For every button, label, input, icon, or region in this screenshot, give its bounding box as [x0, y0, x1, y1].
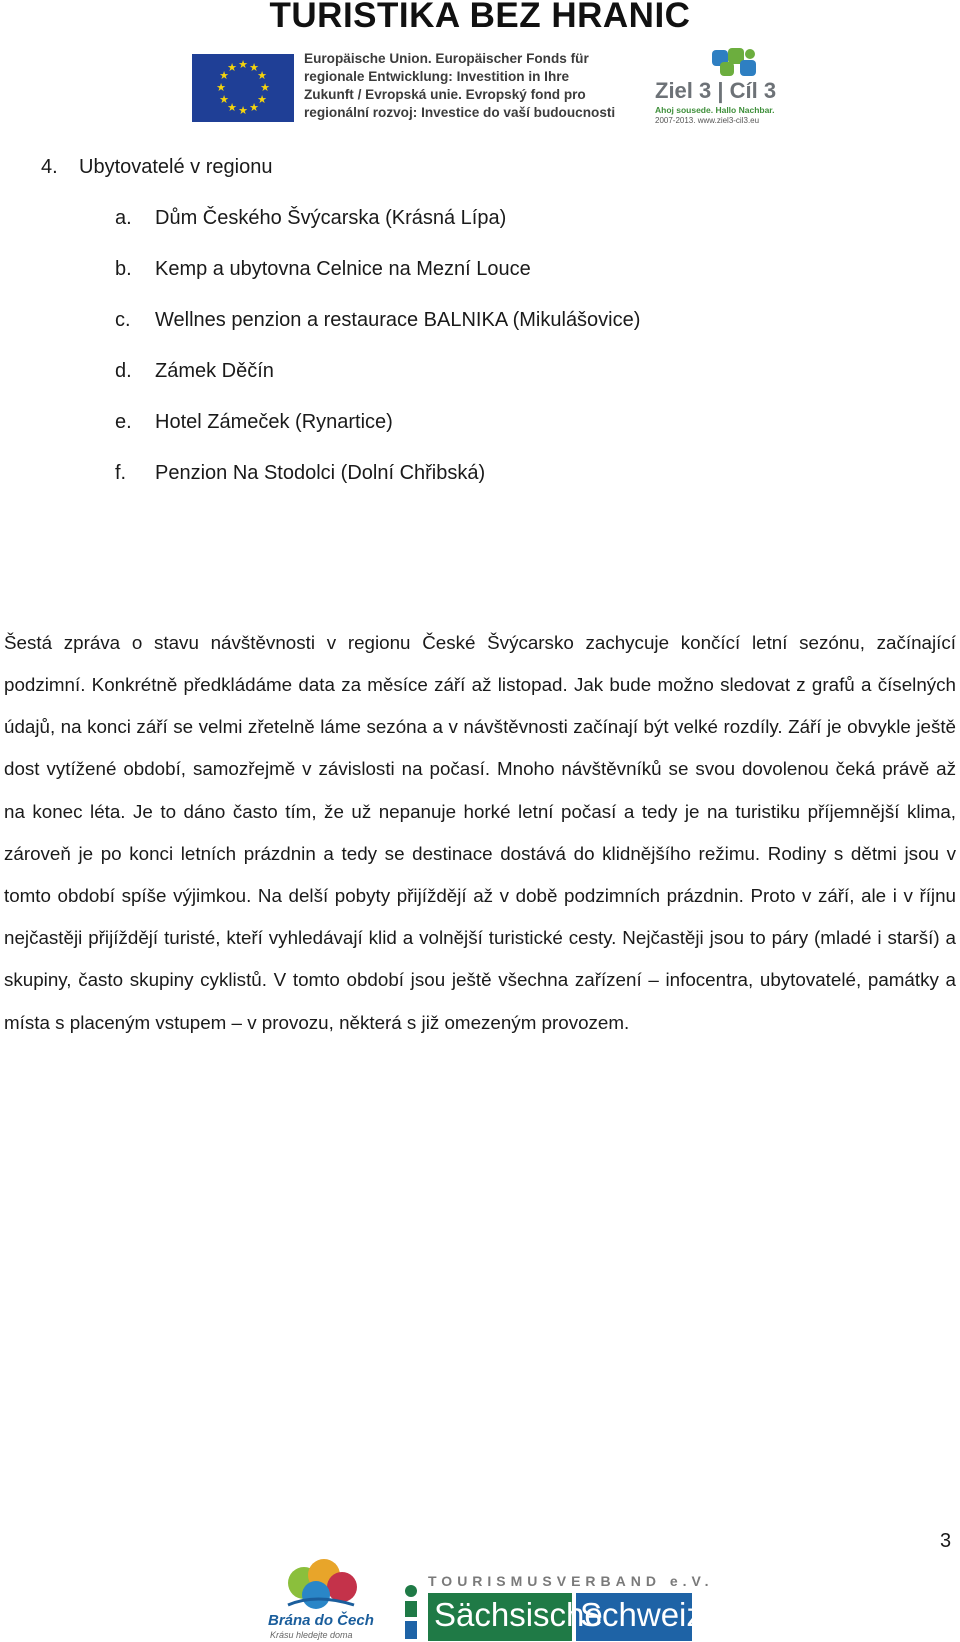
list-item-letter: e.: [115, 411, 132, 433]
ziel3-title: Ziel 3 | Cíl 3: [655, 78, 777, 103]
svg-text:★: ★: [219, 93, 229, 106]
list-item-text: Zámek Děčín: [155, 360, 274, 382]
list-item-text: Dům Českého Švýcarska (Krásná Lípa): [155, 207, 507, 229]
page-title: TURISTIKA BEZ HRANIC: [269, 0, 691, 35]
list-item-text: Kemp a ubytovna Celnice na Mezní Louce: [155, 258, 531, 280]
list-item-text: Penzion Na Stodolci (Dolní Chřibská): [155, 462, 486, 484]
list-item-letter: b.: [115, 258, 132, 280]
ziel3-website: 2007-2013. www.ziel3-cil3.eu: [655, 116, 760, 125]
list-heading-text: Ubytovatelé v regionu: [79, 156, 273, 178]
brana-logo-tagline: Krásu hledejte doma: [270, 1630, 353, 1640]
list-item-letter: c.: [115, 309, 131, 331]
svg-text:★: ★: [257, 69, 267, 82]
ziel3-tagline: Ahoj sousede. Hallo Nachbar.: [655, 105, 775, 115]
saxon-switzerland-mark-icon: [402, 1585, 422, 1642]
eu-text-line: regionale Entwicklung: Investition in Ihre: [304, 69, 570, 84]
list-item-letter: f.: [115, 462, 127, 484]
list-item: [115, 207, 506, 230]
list-item: [115, 411, 393, 434]
eu-text-line: Europäische Union. Europäischer Fonds für: [304, 51, 589, 66]
svg-text:★: ★: [249, 61, 259, 74]
svg-text:★: ★: [238, 58, 248, 71]
svg-text:★: ★: [249, 101, 259, 114]
list-item-letter: a.: [115, 207, 132, 229]
eu-funding-text: [304, 50, 634, 122]
list-heading: [41, 156, 272, 179]
saxon-switzerland-word2: Schweiz: [580, 1596, 703, 1633]
list-item: [115, 309, 640, 332]
eu-text-line: regionální rozvoj: Investice do vaší budoucnosti: [304, 105, 616, 120]
brana-do-cech-logo: [266, 1553, 376, 1615]
svg-text:★: ★: [257, 93, 267, 106]
list-item-letter: d.: [115, 360, 132, 382]
svg-text:★: ★: [227, 101, 237, 114]
list-item: [115, 360, 274, 383]
svg-text:★: ★: [219, 69, 229, 82]
list-item: [115, 462, 485, 485]
saxon-switzerland-word1: Sächsische: [434, 1596, 603, 1633]
tourismusverband-label: TOURISMUSVERBAND e.V.: [428, 1573, 714, 1589]
list-number: 4.: [41, 156, 58, 178]
svg-text:★: ★: [260, 81, 270, 94]
eu-text-line: Zukunft / Evropská unie. Evropský fond pro: [304, 87, 586, 102]
list-item-text: Wellnes penzion a restaurace BALNIKA (Mikulášovice): [155, 309, 641, 331]
brana-logo-name: Brána do Čech: [268, 1612, 374, 1629]
list-item: [115, 258, 531, 281]
page-number: 3: [940, 1530, 952, 1552]
svg-text:★: ★: [227, 61, 237, 74]
body-paragraph: Šestá zpráva o stavu návštěvnosti v regionu České Švýcarsko zachycuje končící letní sezónu, začínající podzimní. Konkrétně předkládáme data za měsíce září až listopad. Jak bude možno sledovat z grafů a číselných údajů, na konci září se velmi zřetelně láme sezóna a v návštěvnosti začínají být velké rozdíly. Září je obvykle ještě dost vytížené období, samozřejmě v závislosti na počasí. Mnoho návštěvníků se svou dovolenou čeká právě až na konec léta. Je to dáno často tím, že už nepanuje horké letní počasí a tedy je na turistiku příjemnější klima, zároveň je po konci letních prázdnin a tedy se destinace dostává do klidnějšího režimu. Rodiny s dětmi jsou v tomto období spíše výjimkou. Na delší pobyty přijíždějí až v době podzimních prázdnin. Proto v září, ale i v říjnu nejčastěji přijíždějí turisté, kteří vyhledávají klid a volnější turistické cesty. Nejčastěji jsou to páry (mladé i starší) a skupiny, často skupiny cyklistů. V tomto období jsou ještě všechna zařízení – infocentra, ubytovatelé, památky a místa s placeným vstupem – v provozu, některá s již omezeným provozem.: [4, 631, 956, 1033]
svg-text:★: ★: [238, 104, 248, 117]
svg-text:★: ★: [216, 81, 226, 94]
eu-flag-logo: [192, 54, 294, 122]
list-item-text: Hotel Zámeček (Rynartice): [155, 411, 393, 433]
